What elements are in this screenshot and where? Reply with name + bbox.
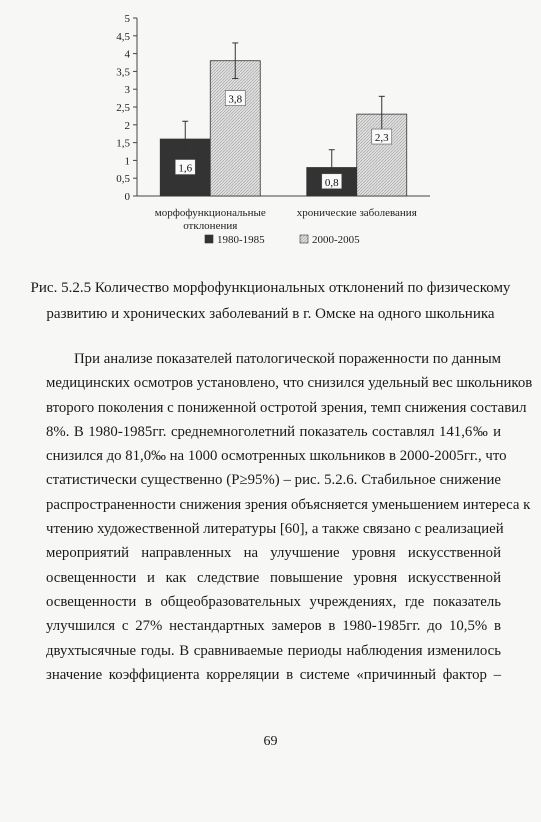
- paragraph-line: освещенности в общеобразовательных учреждениях, где показатель: [46, 593, 501, 610]
- y-tick-label: 4: [124, 48, 130, 61]
- bar-chart: [0, 0, 541, 270]
- y-tick-label: 0: [124, 191, 130, 203]
- data-label: 1,6: [178, 162, 193, 175]
- paragraph-line: второго поколения с пониженной остротой зрения, темп снижения составил: [46, 399, 527, 416]
- legend-swatch: [300, 235, 308, 243]
- data-label: 0,8: [324, 176, 339, 189]
- body-paragraph: [46, 347, 533, 687]
- y-tick-label: 0,5: [116, 173, 130, 186]
- legend-label: 1980-1985: [217, 234, 265, 246]
- y-tick-label: 3: [124, 84, 130, 97]
- paragraph-line: снизился до 81,0‰ на 1000 осмотренных школьников в 2000-2005гг., что: [46, 448, 507, 465]
- page-number: 69: [263, 734, 278, 749]
- paragraph-line: мероприятий направленных на улучшение уровня искусственной: [46, 545, 501, 562]
- paragraph-line: значение коэффициента корреляции в системе «причинный фактор –: [46, 666, 501, 683]
- figure-caption: [30, 275, 511, 327]
- legend-label: 2000-2005: [312, 234, 360, 246]
- paragraph-line: 8%. В 1980-1985гг. среднемноголетний показатель составлял 141,6‰ и: [46, 423, 501, 440]
- y-tick-label: 1: [124, 155, 130, 168]
- legend-swatch: [205, 235, 213, 243]
- y-tick-label: 3,5: [116, 66, 130, 79]
- x-category-label: отклонения: [183, 220, 238, 232]
- y-tick-label: 4,5: [116, 30, 130, 43]
- data-label: 2,3: [374, 132, 389, 145]
- y-tick-label: 2: [124, 119, 130, 132]
- caption-line-2: развитию и хронических заболеваний в г. Омске на одного школьника: [46, 306, 495, 322]
- caption-line-1: Рис. 5.2.5 Количество морфофункциональных отклонений по физическому: [30, 280, 511, 296]
- paragraph-line: При анализе показателей патологической пораженности по данным: [74, 351, 501, 367]
- paragraph-line: статистически существенно (P≥95%) – рис. 5.2.6. Стабильное снижение: [46, 472, 501, 489]
- paragraph-line: освещенности и как следствие повышение уровня искусственной: [46, 569, 501, 586]
- x-category-label: морфофункциональные: [154, 207, 266, 219]
- data-label: 3,8: [228, 93, 243, 106]
- plot-area: [116, 13, 430, 246]
- paragraph-line: распространенности снижения зрения объясняется уменьшением интереса к: [46, 496, 531, 513]
- x-category-label: хронические заболевания: [296, 207, 417, 219]
- y-tick-label: 5: [124, 13, 130, 25]
- y-tick-label: 1,5: [116, 137, 130, 150]
- y-tick-label: 2,5: [116, 102, 130, 114]
- paragraph-line: медицинских осмотров установлено, что снизился удельный вес школьников: [46, 375, 533, 392]
- bar: [210, 61, 260, 196]
- paragraph-line: двухтысячные годы. В сравниваемые периоды наблюдения изменилось: [46, 642, 501, 659]
- paragraph-line: чтению художественной литературы [60], а также связано с реализацией: [46, 521, 504, 538]
- paragraph-line: улучшился с 27% нестандартных замеров в 1980-1985гг. до 10,5% в: [46, 618, 501, 635]
